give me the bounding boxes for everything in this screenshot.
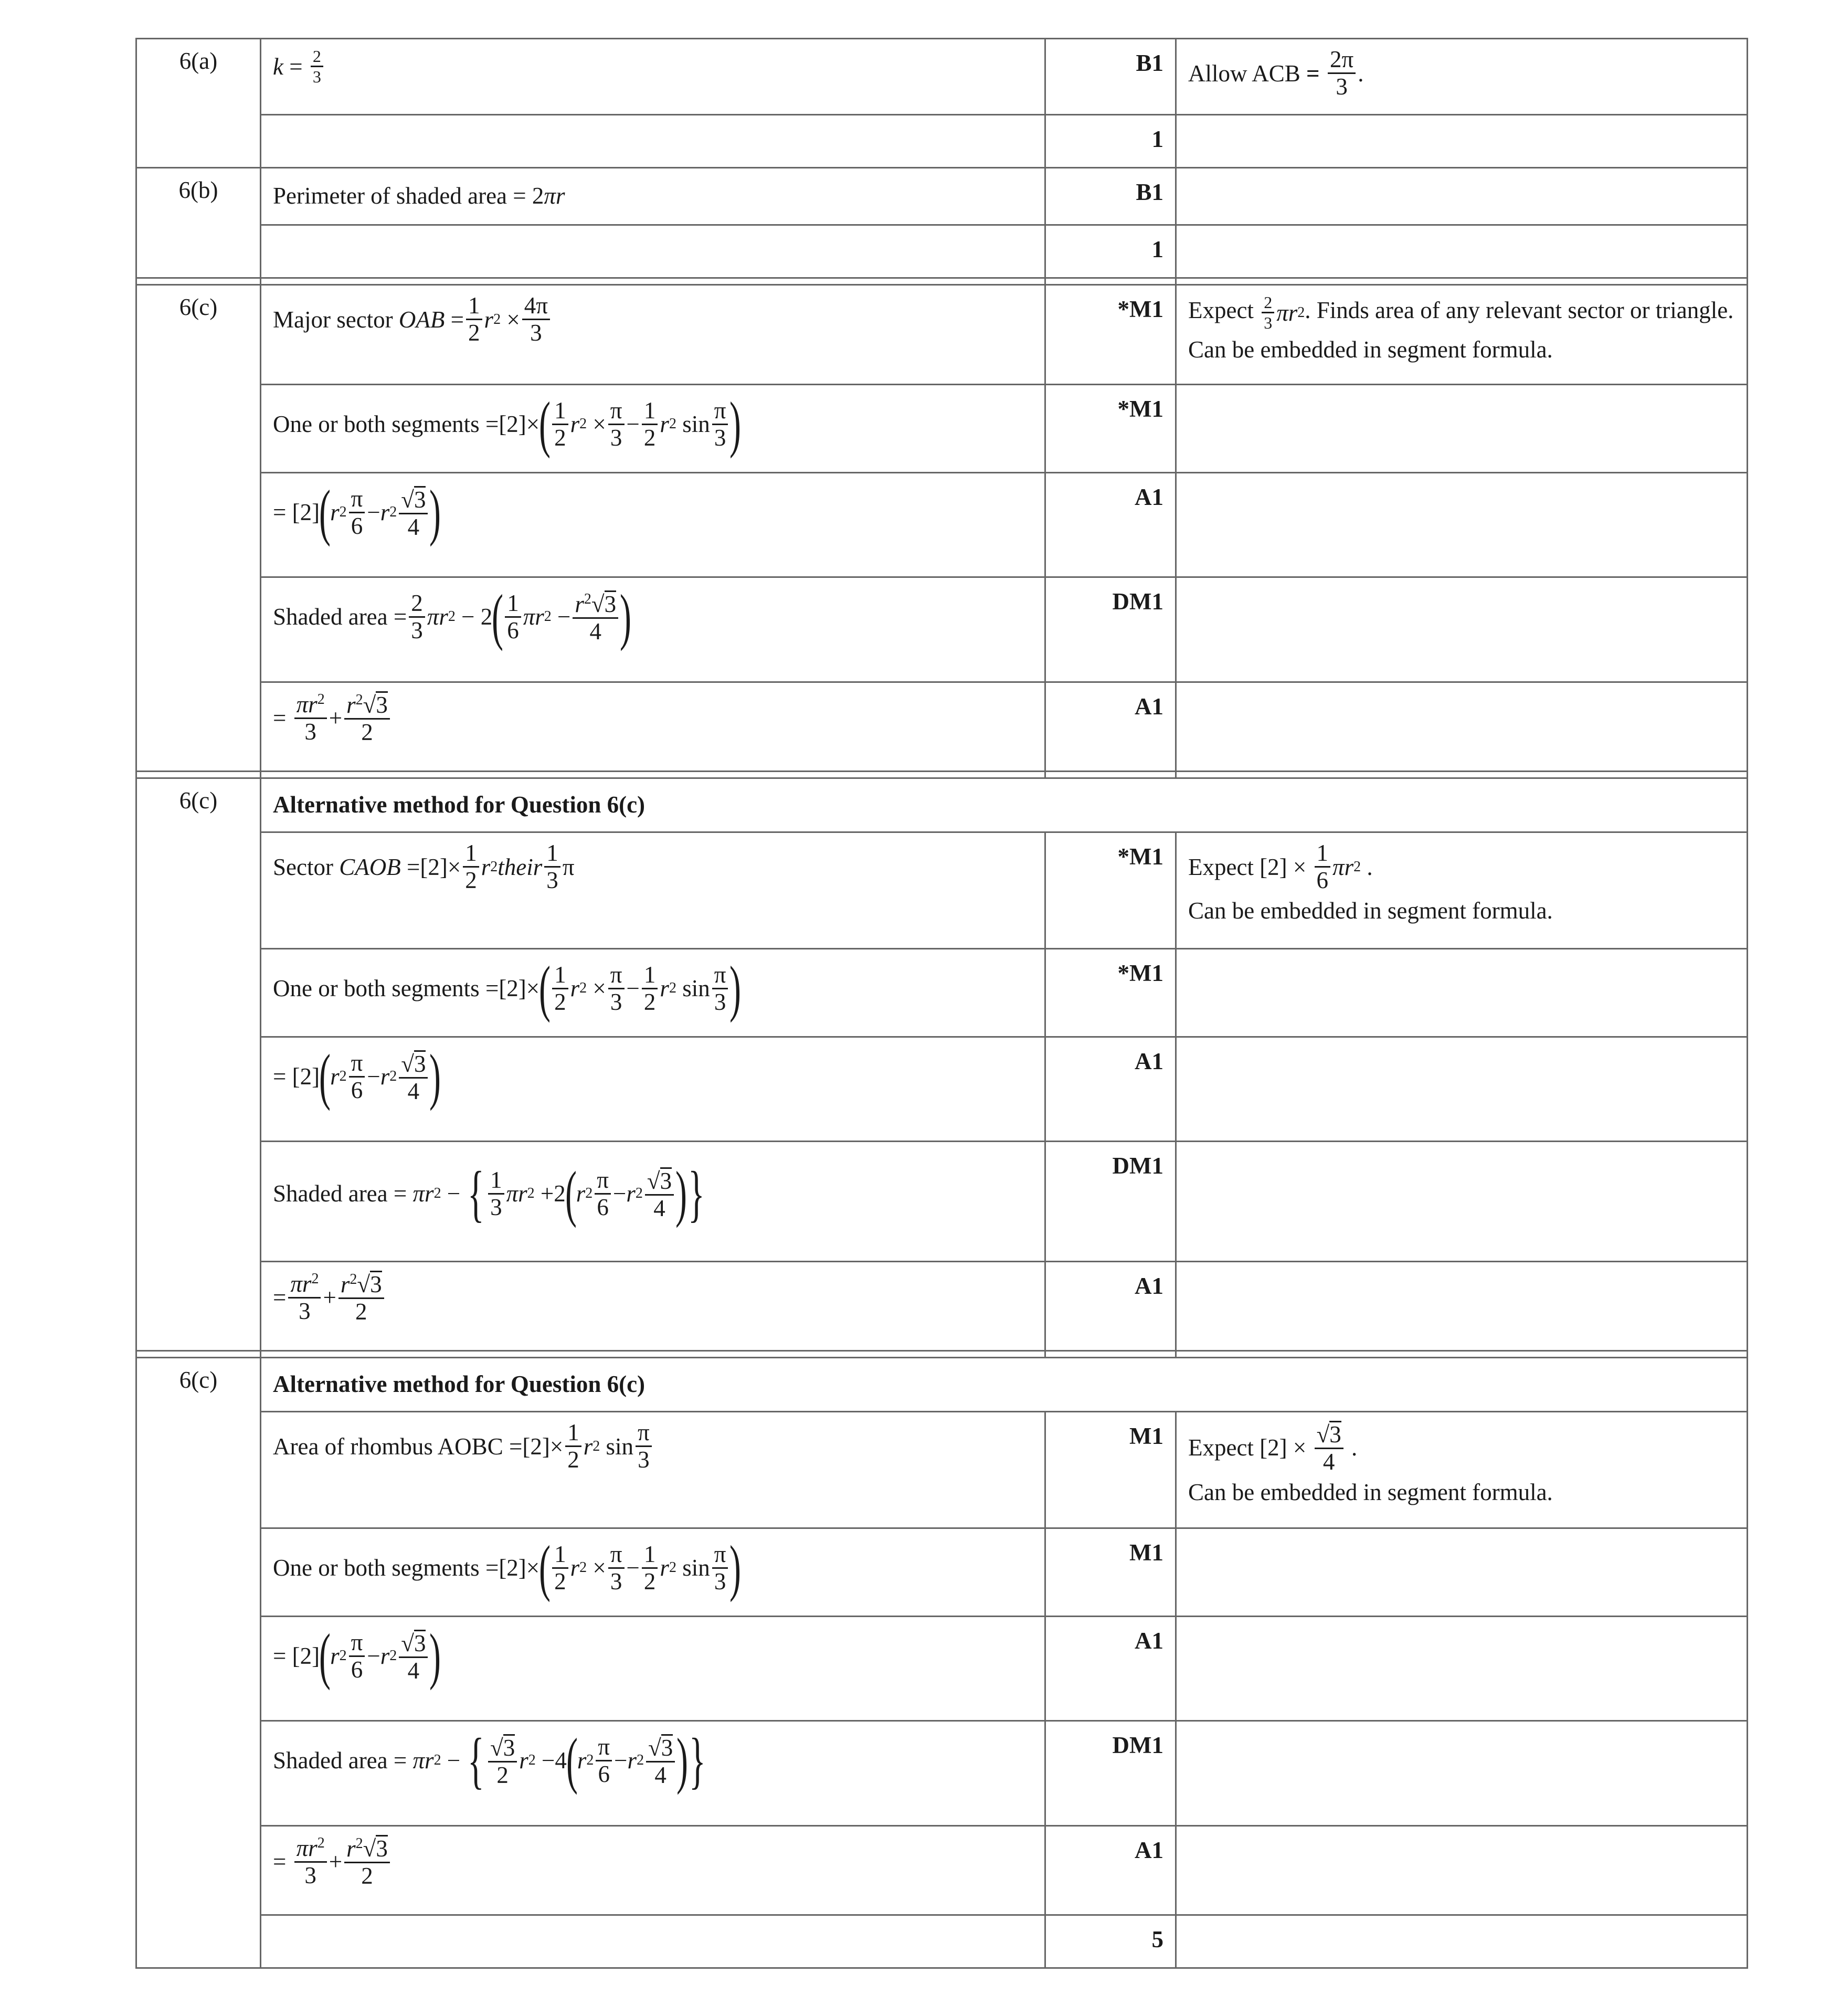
answer-cell: Shaded area = πr 2 − { $\frac{1}{3}$ πr 2 +2 ( r 2 $\frac{\pi}{6}$ − r 2 $\frac{√3}{4}$ ) }	[261, 1142, 1045, 1262]
guidance-text: Expect [2] ×	[1188, 853, 1307, 880]
table-row	[136, 778, 1748, 832]
guidance-cell: Allow ACB = $\frac{2\pi}{3}$ .	[1176, 39, 1748, 115]
total-marks: 1	[1045, 115, 1176, 168]
answer-text: Perimeter of shaded area	[273, 182, 507, 209]
mark-cell: B1	[1045, 39, 1176, 115]
answer-text: One or both segments	[273, 975, 480, 1001]
table-row	[136, 285, 1748, 385]
answer-text: Shaded area =	[273, 1180, 407, 1207]
table-row	[136, 949, 1748, 1037]
guidance-text: Can be embedded in segment formula.	[1188, 898, 1553, 924]
mark-cell: B1	[1045, 168, 1176, 225]
mark-cell: DM1	[1045, 1142, 1176, 1262]
table-row	[136, 1262, 1748, 1351]
mark-cell: A1	[1045, 1826, 1176, 1915]
table-row	[136, 1721, 1748, 1826]
mark-cell: A1	[1045, 682, 1176, 772]
table-row	[136, 115, 1748, 168]
alternative-heading: Alternative method for Question 6(c)	[261, 1358, 1748, 1412]
mark-cell: A1	[1045, 1037, 1176, 1142]
table-row	[136, 1528, 1748, 1617]
section-separator	[136, 772, 1748, 778]
mark-cell: M1	[1045, 1412, 1176, 1528]
section-separator	[136, 278, 1748, 285]
table-row	[136, 1412, 1748, 1528]
mark-cell: *M1	[1045, 832, 1176, 949]
answer-cell: = [2] ( r 2 $\frac{\pi}{6}$ − r 2 $\frac{√3}{4}$ )	[261, 473, 1045, 577]
table-row	[136, 577, 1748, 682]
table-row	[136, 225, 1748, 278]
table-row	[136, 1142, 1748, 1262]
question-number: 6(c)	[136, 778, 261, 1351]
answer-text: One or both segments	[273, 411, 480, 437]
mark-cell: *M1	[1045, 285, 1176, 385]
mark-scheme-table	[135, 38, 1748, 1969]
answer-cell: k = $\frac{2}{3}$	[261, 39, 1045, 115]
answer-text: Shaded area	[273, 604, 388, 630]
answer-cell: Shaded area = πr 2 − { $\frac{√3}{2}$ r 2 −4 ( r 2 $\frac{\pi}{6}$ − r 2 $\frac{√3}{4}$ ) }	[261, 1721, 1045, 1826]
alternative-heading: Alternative method for Question 6(c)	[261, 778, 1748, 832]
answer-text: Sector	[273, 853, 333, 880]
table-row	[136, 1826, 1748, 1915]
mark-cell: M1	[1045, 1528, 1176, 1617]
total-marks: 5	[1045, 1915, 1176, 1968]
answer-cell: One or both segments =[2]× ( $\frac{1}{2}$ r 2 × $\frac{\pi}{3}$ − $\frac{1}{2}$ r 2 sin $\frac{\pi}{3}$ )	[261, 1528, 1045, 1617]
mark-cell: DM1	[1045, 1721, 1176, 1826]
table-row	[136, 1037, 1748, 1142]
mark-cell: DM1	[1045, 577, 1176, 682]
answer-cell: Major sector OAB = $\frac{1}{2}$ r 2 × $\frac{4\pi}{3}$	[261, 285, 1045, 385]
guidance-text: . Finds area of any relevant sector or triangle. Can be embedded in segment formula.	[1188, 297, 1734, 363]
table-row	[136, 473, 1748, 577]
answer-text: Area of rhombus AOBC	[273, 1433, 503, 1460]
table-row	[136, 385, 1748, 473]
answer-cell: = $\frac{\pi r^2}{3}$ + $\frac{r^2√3}{2}$	[261, 1262, 1045, 1351]
table-row	[136, 39, 1748, 115]
answer-cell: One or both segments =[2]× ( $\frac{1}{2}$ r 2 × $\frac{\pi}{3}$ − $\frac{1}{2}$ r 2 sin $\frac{\pi}{3}$ )	[261, 949, 1045, 1037]
answer-cell: = $\frac{\pi r^2}{3}$ + $\frac{r^2√3}{2}$	[261, 1826, 1045, 1915]
mark-cell: A1	[1045, 1262, 1176, 1351]
guidance-text: Can be embedded in segment formula.	[1188, 1479, 1553, 1505]
answer-cell: = $\frac{\pi r^2}{3}$ + $\frac{r^2√3}{2}$	[261, 682, 1045, 772]
guidance-text: Expect	[1188, 297, 1254, 323]
answer-text: Shaded area =	[273, 1747, 407, 1774]
guidance-cell: Expect $\frac{2}{3}$ πr 2 . Finds area of any relevant sector or triangle. Can be embedded in segment formula.	[1176, 285, 1748, 385]
answer-text: One or both segments	[273, 1555, 480, 1581]
answer-cell: One or both segments =[2]× ( $\frac{1}{2}$ r 2 × $\frac{\pi}{3}$ − $\frac{1}{2}$ r 2 sin $\frac{\pi}{3}$ )	[261, 385, 1045, 473]
answer-cell: = [2] ( r 2 $\frac{\pi}{6}$ − r 2 $\frac{√3}{4}$ )	[261, 1037, 1045, 1142]
mark-cell: A1	[1045, 1617, 1176, 1721]
guidance-text: Expect [2]	[1188, 1434, 1287, 1461]
question-number: 6(c)	[136, 1358, 261, 1968]
answer-cell: = [2] ( r 2 $\frac{\pi}{6}$ − r 2 $\frac{√3}{4}$ )	[261, 1617, 1045, 1721]
table-row	[136, 1617, 1748, 1721]
table-row	[136, 168, 1748, 225]
question-number: 6(c)	[136, 285, 261, 772]
mark-scheme-sheet	[135, 38, 1734, 1969]
guidance-cell: Expect [2] × $\frac{1}{6}$ πr 2 . Can be embedded in segment formula.	[1176, 832, 1748, 949]
answer-text: Major sector	[273, 306, 393, 333]
guidance-text: Allow ACB	[1188, 60, 1300, 87]
answer-cell: Perimeter of shaded area = 2 πr	[261, 168, 1045, 225]
mark-cell: *M1	[1045, 385, 1176, 473]
answer-cell: Sector CAOB =[2]× $\frac{1}{2}$ r 2 their $\frac{1}{3}$ π	[261, 832, 1045, 949]
guidance-cell: Expect [2] × $\frac{√3}{4}$ . Can be embedded in segment formula.	[1176, 1412, 1748, 1528]
table-row	[136, 682, 1748, 772]
table-row	[136, 832, 1748, 949]
total-marks: 1	[1045, 225, 1176, 278]
table-row	[136, 1915, 1748, 1968]
table-row	[136, 1358, 1748, 1412]
question-number: 6(b)	[136, 168, 261, 278]
answer-cell: Shaded area = $\frac{2}{3}$ πr 2 − 2 ( $\frac{1}{6}$ πr 2 − $\frac{r^2√3}{4}$ )	[261, 577, 1045, 682]
mark-cell: A1	[1045, 473, 1176, 577]
question-number: 6(a)	[136, 39, 261, 168]
answer-cell: Area of rhombus AOBC =[2]× $\frac{1}{2}$ r 2 sin $\frac{\pi}{3}$	[261, 1412, 1045, 1528]
mark-cell: *M1	[1045, 949, 1176, 1037]
section-separator	[136, 1351, 1748, 1358]
